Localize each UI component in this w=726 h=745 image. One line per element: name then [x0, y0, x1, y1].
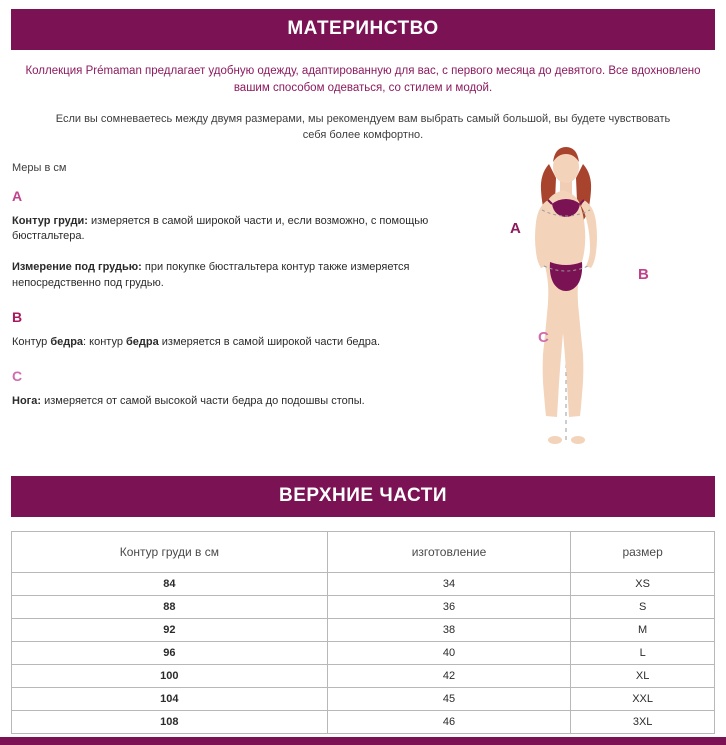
measure-desc-hip: [12, 335, 442, 351]
cell-bust: 108: [12, 710, 328, 733]
body-figure-illustration: [470, 142, 710, 452]
size-table-wrapper: [11, 531, 715, 734]
table-header-manufacture: изготовление: [327, 531, 571, 572]
cell-size: M: [571, 618, 715, 641]
measure-desc-hip-rest: измеряется в самой широкой части бедра.: [158, 336, 380, 349]
female-body-svg: [470, 142, 710, 452]
measure-desc-hip-bold2: бедра: [126, 336, 159, 349]
figure-label-a: A: [510, 219, 521, 237]
measure-letter-c: C: [12, 368, 23, 385]
cell-size: XL: [571, 664, 715, 687]
measurement-section: [0, 162, 726, 462]
size-table-head: [12, 531, 715, 572]
measure-desc-bust: [12, 214, 442, 246]
size-guide-page: [0, 9, 726, 745]
measure-desc-leg: [12, 394, 442, 410]
figure-label-b: B: [638, 265, 649, 283]
cell-size: S: [571, 595, 715, 618]
measure-desc-leg-label: Нога:: [12, 395, 42, 408]
cell-manufacture: 45: [327, 687, 571, 710]
cell-bust: 88: [12, 595, 328, 618]
size-table-body: [12, 572, 715, 733]
table-row: [12, 664, 715, 687]
size-table: [11, 531, 715, 734]
intro-text-part2: предлагает удобную одежду, адаптированную для вас, с первого месяца до девятого. Все вдохновлено вашим способом одеваться, со стилем и модой.: [141, 65, 701, 95]
cell-bust: 96: [12, 641, 328, 664]
banner-tops: ВЕРХНИЕ ЧАСТИ: [11, 476, 715, 517]
figure-label-c: C: [538, 328, 549, 346]
cell-manufacture: 34: [327, 572, 571, 595]
table-header-row: [12, 531, 715, 572]
footer-bar: [0, 737, 726, 745]
banner-maternity: МАТЕРИНСТВО: [11, 9, 715, 50]
table-header-bust: Контур груди в см: [12, 531, 328, 572]
foot-left: [548, 436, 562, 444]
measurement-instructions: [12, 162, 442, 426]
cell-manufacture: 42: [327, 664, 571, 687]
cell-size: XS: [571, 572, 715, 595]
brand-name: Prémaman: [85, 65, 142, 77]
cell-bust: 92: [12, 618, 328, 641]
measure-units-label: Меры в см: [12, 161, 67, 174]
measure-desc-hip-mid: : контур: [83, 336, 126, 349]
table-header-size: размер: [571, 531, 715, 572]
measure-desc-hip-pre: Контур: [12, 336, 51, 349]
table-row: [12, 572, 715, 595]
foot-right: [571, 436, 585, 444]
table-row: [12, 595, 715, 618]
table-row: [12, 710, 715, 733]
cell-size: L: [571, 641, 715, 664]
table-row: [12, 687, 715, 710]
measure-desc-bust-text: измеряется в самой широкой части и, если возможно, с помощью бюстгальтера.: [12, 214, 429, 243]
intro-text-part1: Коллекция: [25, 65, 86, 77]
cell-bust: 100: [12, 664, 328, 687]
table-row: [12, 618, 715, 641]
intro-paragraph-1: [0, 63, 726, 98]
cell-manufacture: 40: [327, 641, 571, 664]
cell-size: XXL: [571, 687, 715, 710]
measure-desc-bust-label: Контур груди:: [12, 214, 88, 227]
measure-desc-leg-text: измеряется от самой высокой части бедра до подошвы стопы.: [41, 395, 365, 408]
cell-manufacture: 38: [327, 618, 571, 641]
cell-manufacture: 36: [327, 595, 571, 618]
intro-paragraph-2: Если вы сомневаетесь между двумя размерами, мы рекомендуем вам выбрать самый большой, вы будете чувствовать себя более комфортно.: [55, 112, 671, 141]
measure-desc-hip-bold1: бедра: [50, 336, 84, 349]
measure-letter-b: B: [12, 309, 23, 326]
table-row: [12, 641, 715, 664]
measure-desc-underbust-text: при покупке бюстгальтера контур также измеряется непосредственно под грудью.: [12, 261, 410, 290]
cell-size: 3XL: [571, 710, 715, 733]
torso-and-legs: [541, 190, 585, 417]
cell-bust: 104: [12, 687, 328, 710]
measure-desc-underbust-label: Измерение под грудью:: [12, 261, 142, 274]
measure-desc-underbust: [12, 260, 442, 292]
cell-bust: 84: [12, 572, 328, 595]
measure-letter-a: A: [12, 187, 23, 204]
cell-manufacture: 46: [327, 710, 571, 733]
